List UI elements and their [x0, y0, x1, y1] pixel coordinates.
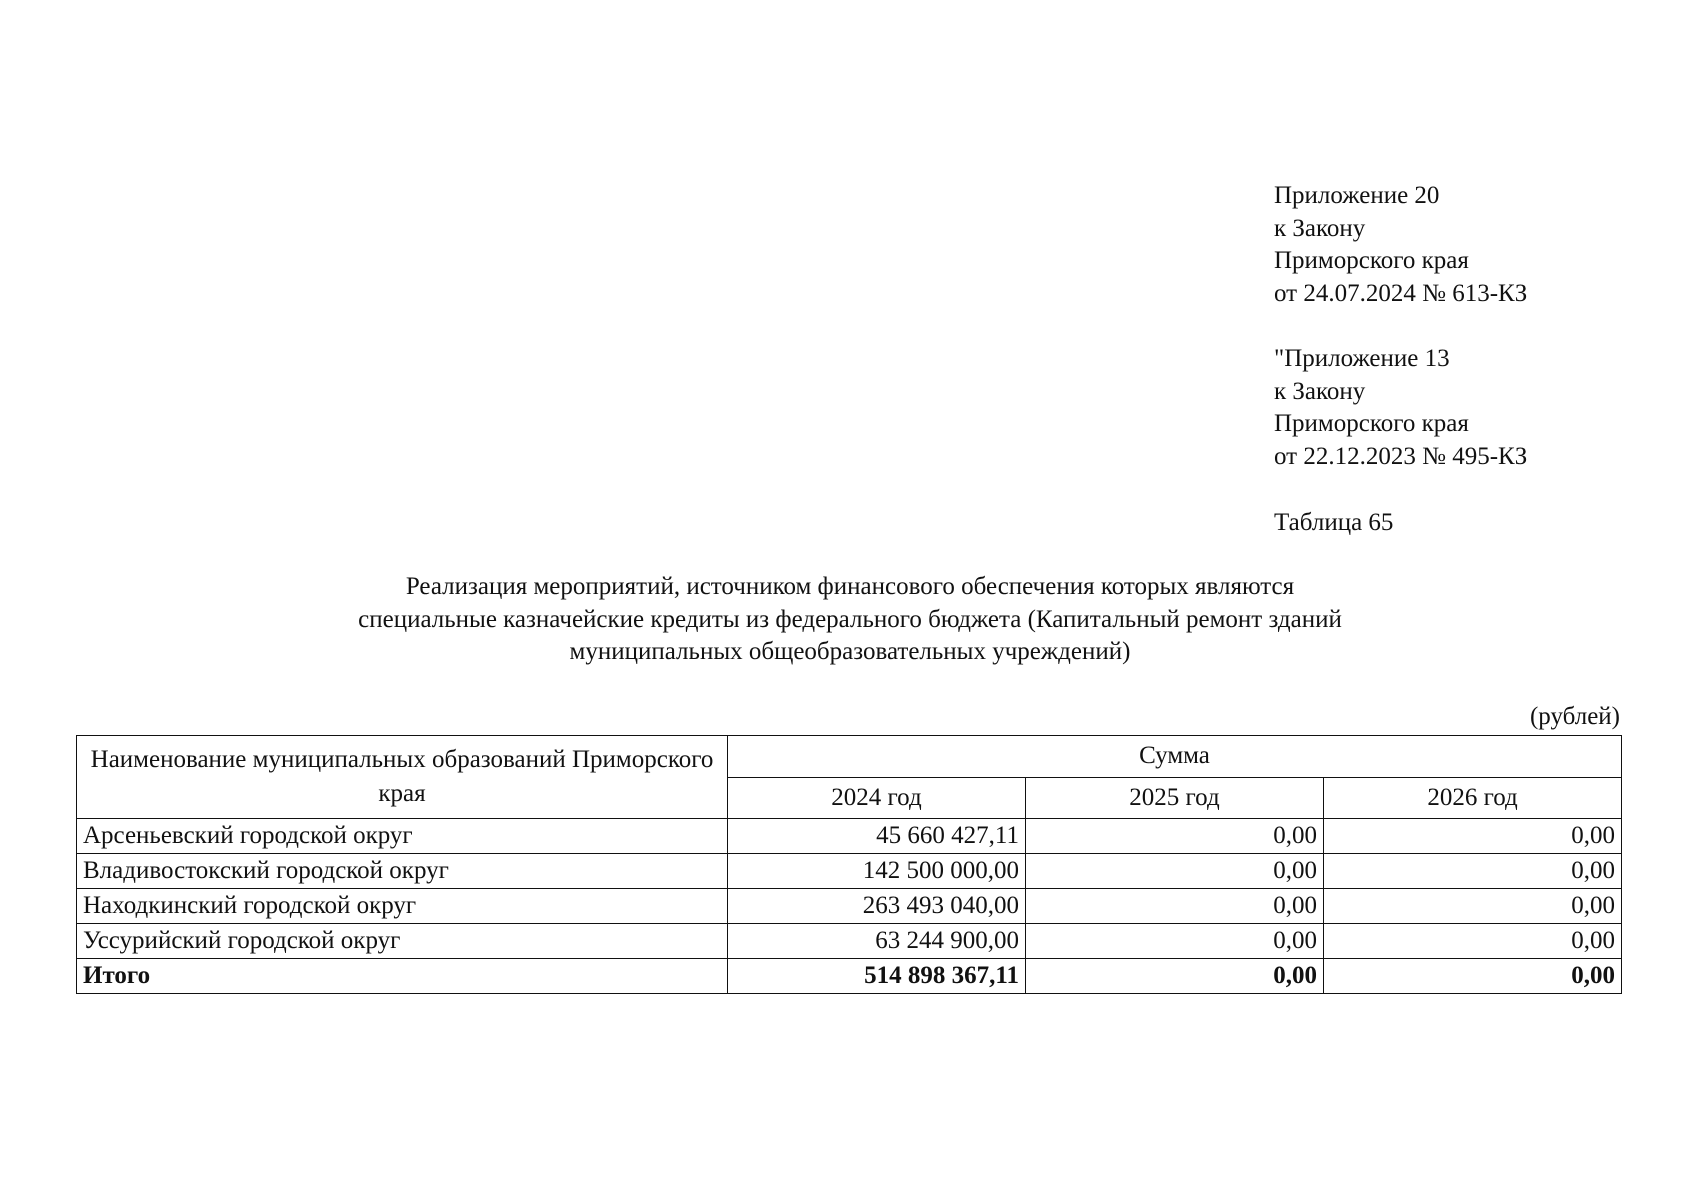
amount-2026: 0,00	[1324, 819, 1622, 854]
appendix-line: Приморского края	[1274, 410, 1469, 437]
units-label: (рублей)	[1529, 703, 1620, 730]
title-line: муниципальных общеобразовательных учреждений)	[569, 638, 1131, 665]
amount-2024: 142 500 000,00	[728, 854, 1026, 889]
title-line: специальные казначейские кредиты из федерального бюджета (Капитальный ремонт зданий	[358, 605, 1342, 633]
table-row	[77, 819, 1622, 854]
municipality-name: Находкинский городской округ	[77, 889, 728, 924]
appendix-line: Приложение 20	[1274, 182, 1440, 209]
header-year-2025: 2025 год	[1026, 777, 1324, 819]
amount-2025: 0,00	[1026, 924, 1324, 959]
appendix-line: к Закону	[1274, 377, 1366, 405]
appendix-line: от 22.12.2023 № 495-КЗ	[1274, 442, 1528, 470]
appendix-line: к Закону	[1274, 214, 1366, 242]
amount-2026: 0,00	[1324, 854, 1622, 889]
header-year-2026: 2026 год	[1324, 777, 1622, 819]
amount-2025: 0,00	[1026, 889, 1324, 924]
municipality-name: Уссурийский городской округ	[77, 924, 728, 959]
amount-2026: 0,00	[1324, 889, 1622, 924]
amount-2024: 263 493 040,00	[728, 889, 1026, 924]
table-row	[77, 924, 1622, 959]
header-municipality: Наименование муниципальных образований Приморского края	[77, 736, 728, 819]
table-row	[77, 889, 1622, 924]
amount-2024: 45 660 427,11	[728, 819, 1026, 854]
municipality-name: Арсеньевский городской округ	[77, 819, 728, 854]
municipality-name: Владивостокский городской округ	[77, 854, 728, 889]
amount-2025: 0,00	[1026, 819, 1324, 854]
amount-2026: 0,00	[1324, 924, 1622, 959]
table-total-row	[77, 959, 1622, 994]
amount-2025: 0,00	[1026, 854, 1324, 889]
appendix-reference-current	[1274, 180, 1527, 310]
appendix-reference-amended	[1274, 343, 1527, 473]
table-row	[77, 854, 1622, 889]
total-2025: 0,00	[1026, 959, 1324, 994]
appendix-line: "Приложение 13	[1274, 345, 1450, 372]
table-number: Таблица 65	[1274, 509, 1394, 536]
document-title	[200, 571, 1500, 669]
header-sum: Сумма	[728, 736, 1622, 778]
total-2024: 514 898 367,11	[728, 959, 1026, 994]
total-2026: 0,00	[1324, 959, 1622, 994]
amount-2024: 63 244 900,00	[728, 924, 1026, 959]
appendix-line: Приморского края	[1274, 247, 1469, 274]
appendix-line: от 24.07.2024 № 613-КЗ	[1274, 279, 1528, 307]
total-label: Итого	[77, 959, 728, 994]
title-line: Реализация мероприятий, источником финансового обеспечения которых являются	[405, 573, 1295, 600]
funding-table	[76, 735, 1622, 994]
header-year-2024: 2024 год	[728, 777, 1026, 819]
